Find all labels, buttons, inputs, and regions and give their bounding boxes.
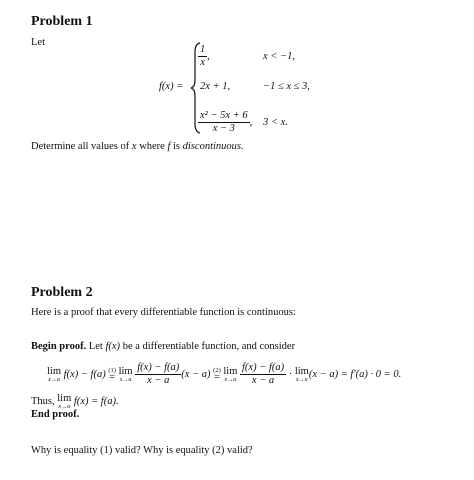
problem-2-title: Problem 2: [31, 285, 93, 300]
problem-1-question: Determine all values of x where f is discontinuous.: [31, 141, 244, 152]
case-3-expr: $\frac{\text{x² − 5x + 6}}{x - 3}$ ,: [200, 110, 253, 134]
let-label: Let: [31, 37, 45, 48]
problem-2-question: Why is equality (1) valid? Why is equality (2) valid?: [31, 445, 253, 456]
begin-proof-label: Begin proof.: [31, 341, 87, 352]
case-2-expr: 2x + 1,: [200, 81, 231, 92]
problem-1-title: Problem 1: [31, 14, 93, 29]
fx-label: f(x) =: [159, 81, 184, 92]
end-proof-label: End proof.: [31, 409, 80, 420]
proof-equation: lim x→a f(x) − f(a) (1) = lim x→a $\frac{f(x) - f(a)}{x - a}$ (x − a) (2) = lim x→a $\frac{f(x) - f(a)}{x - a}$ · lim x→a (x − a) = f′(a) · 0 = 0.: [47, 362, 402, 386]
case-3-condition: 3 < x.: [263, 117, 288, 128]
case-2-condition: −1 ≤ x ≤ 3,: [263, 81, 310, 92]
lim-thus: lim x→a: [57, 393, 72, 410]
difference-quotient-2: $\frac{f(x) - f(a)}{x - a}$: [242, 362, 285, 386]
lim-1: lim x→a: [47, 366, 62, 383]
problem-2-intro: Here is a proof that every differentiable function is continuous:: [31, 307, 296, 318]
case-1-expr: $\frac{1}{x}$ ,: [200, 44, 210, 68]
case-3-fraction: $\frac{\text{x² − 5x + 6}}{x - 3}$: [200, 110, 248, 134]
equality-2: (2) =: [213, 367, 221, 383]
begin-proof-line: Begin proof. Let f(x) be a differentiable function, and consider: [31, 341, 296, 352]
equality-1: (1) =: [108, 367, 116, 383]
case-1-fraction: $\frac{1}{x}$: [200, 44, 206, 68]
lim-3: lim x→a: [223, 366, 238, 383]
case-1-condition: x < −1,: [263, 51, 295, 62]
difference-quotient-1: $\frac{f(x) - f(a)}{x - a}$: [137, 362, 180, 386]
piecewise-function-name: [159, 81, 183, 92]
lim-2: lim x→a: [118, 366, 133, 383]
thus-line: Thus, lim x→a f(x) = f(a).: [31, 393, 119, 410]
lim-4: lim x→a: [294, 366, 309, 383]
